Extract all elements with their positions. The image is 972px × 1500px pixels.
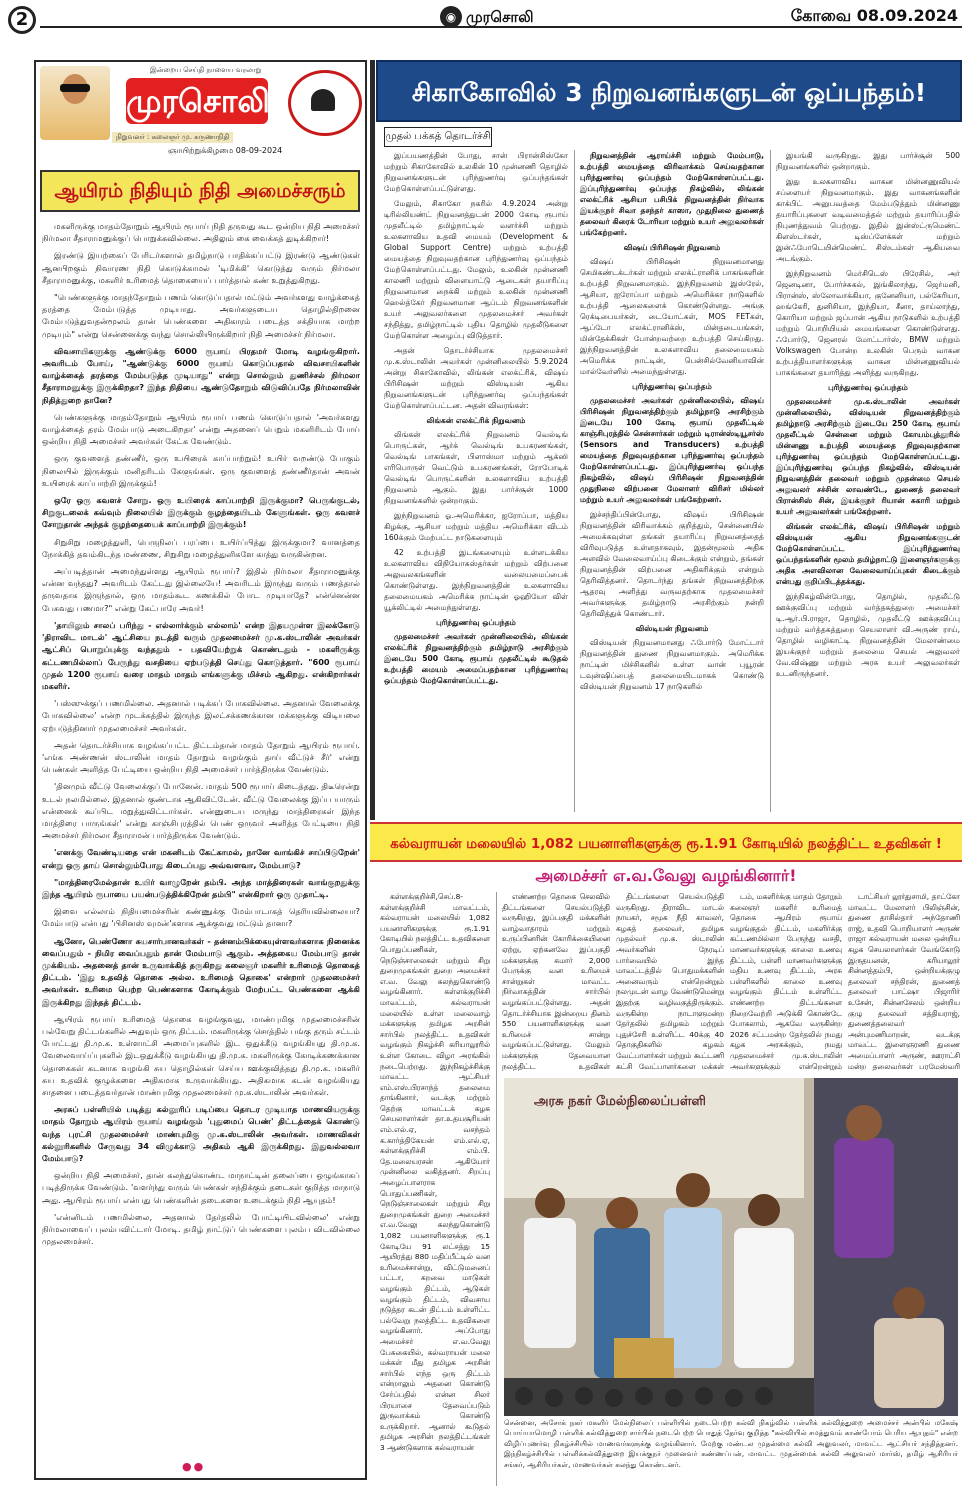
event-photo (504, 1078, 958, 1416)
subheading: புரிந்துணர்வு ஒப்பந்தம் (828, 383, 908, 392)
header-paper-name: முரசொலி (466, 8, 534, 26)
end-dots: ●● (182, 1460, 206, 1473)
second-story-column-5: டாட்சியர் லூர்துசாமி, தாட்கோ மாவட்ட மேலாளர் பிலிஞ்சின், துணை தாசில்தார் அந்தோணி ராஜ், உதவி பொறியாளர் அருண் ராஜா கல்வராயன் மலை ஒன்றிய கழக செயலாளர்கள் வேங்கோடு இருதயனன், கரியாலூர் சின்னத்தம்பி, ஒன்றியக்குழு தலைவர் சந்திரன், துணைத் தலைவர் பாட்ஷா பிஜாரிர் உசேன், சின்னசேலம் ஒன்றிய குழு தலைவர் சத்தியராஜ், துணைத்தலைவர் அன்புமணிமாறன், வடக்கு மாவட்ட இளைஞரணி துணை அமைப்பாளர் அருண், ஊராட்சி மன்ற தலைவர்கள் பரமேஸ்வரி (848, 892, 960, 1071)
paragraph: ஆயிரம் ரூபாய் உரிமைத் தொகை வழங்குவது, மாண்புமிகு முதலமைச்சரின் பல்வேறு திட்டங்களில் அதுவும் ஒரு திட்டம். மகளிருக்கு சொத்தில் பங்கு தரும் சட்டம் போட்டது தி.மு.க. உள்ளாட்சி அமைப்புகளில் இட ஒதுக்கீடு வழங்கியது தி.மு.க. வேலைவாய்ப்புகளில் இடஒதுக்கீடு வழங்கியது தி.மு.க. மகளிருக்கு கோடிக்கணக்கான தொகைகள் கடனாக வழங்கி சுய தொழில்கள் செய்ய ஊக்குவித்தது தி.மு.க. மகளிர் சுய உதவிக் குழுக்களை அதிகமாக உருவாக்கியது. அதிகமாக கடன் வழங்கியது சாதனை படைத்தவர்தான் மாண்புமிகு முதலமைச்சர் மு.க.ஸ்டாலின் அவர்கள். (42, 1013, 360, 1097)
paragraph: 'தாயிலும் சாலப் பரிந்து - எல்லார்க்கும் எல்லாம்' என்ற இதயமுள்ள இலக்கோடு 'திராவிட மாடல்' ஆட்சியை நடத்தி வரும் முதலமைச்சர் மு.க.ஸ்டாலின் அவர்கள் ஆட்சிப் பொறுப்புக்கு வந்ததும் - பதவியேற்றுக் கொண்டதும் - மகளிருக்கு கட்டணமில்லாப் பேருந்து வசதியை ஏற்படுத்தி செய்து கொடுத்தார். "600 ரூபாய் முதல் 1200 ரூபாய் வரை மாதம் மாதம் எங்களுக்கு மிச்சம் ஆகிறது. என்கிறார்கள் மகளிர். (42, 619, 360, 691)
paragraph: ஒரு குவளைத் தண்ணீர், ஒரு உயிரைக் காப்பாற்றும்! உயிர் வறண்டு போகும் நிலையில் இருக்கும் மனிதரிடம் கேளுங்கள். ஒரு குவளைத் தண்ணீர்தான் அவன் உயிரைக் காப்பாற்றி இருக்கும்! (42, 453, 360, 488)
paragraph: 'தினமும் வீட்டு வேலைக்குப் போனேன். மாதம் 500 ரூபாய் கிடைத்தது. திடீரென்று உடல் நலமில்லை. இதனால் குண்டாக ஆகிவிட்டேன். வீட்டு வேலைக்கு இப்ப யாரும் என்னைக் கூப்பிட மறுத்துவிட்டார்கள். என்னுடைய மருந்து மாத்திரைகள் இந்த மாத்திரை பாருங்கள்' என்று காஞ்சிபுரத்தில் பெண் ஒருவர் அளித்த பேட்டியை நிதி அமைச்சர் நிர்மலா சீதாராமன் பார்த்திருக்க வேண்டும். (42, 781, 360, 841)
second-story-headline: கல்வராயன் மலையில் 1,082 பயனாளிகளுக்கு ரூ.1.91 கோடியில் நலத்திட்ட உதவிகள் ! (370, 822, 962, 862)
second-story-column-1: கள்ளக்குறிச்சி,செப்.8- கள்ளக்குறிச்சி மாவட்டம், கல்வராயன் மலையில் 1,082 பயனாளிகளுக்கு ரூ.1.91 கோடியில் நலத்திட்ட உதவிகளை பொதுப்பணிகள், நெடுஞ்சாலைகள் மற்றும் சிறு துறைமுகங்கள் துறை அமைச்சர் எ.வ. வேலு கலந்துகொண்டு வழங்கினார். கள்ளக்குறிச்சி மாவட்டம், கல்வராயன் மலையில் உள்ள மலைவாழ் மக்களுக்கு தமிழக அரசின் சார்பில் நலத்திட்ட உதவிகள் வழங்கும் நிகழ்ச்சி கரியாலூரில் உள்ள கோடை விழா அரங்கில் நடைபெற்றது. இந்நிகழ்ச்சிக்கு மாவட்ட ஆட்சியர் எம்.எஸ்.பிரசாந்த் தலைமை தாங்கினார், வடக்கு மற்றும் தெற்கு மாவட்டக் கழக செயலாளர்கள் தா.உதயசூரியன் எம்.எல்.ஏ, வசந்தம் க.கார்த்திகேயன் எம்.எல்.ஏ, கள்ளக்குறிச்சி எம்.பி. தே.மலையரசன் ஆகியோர் முன்னிலை வகித்தனர். சிறப்பு அழைப்பாளராக பொதுப்பணிகள், நெடுஞ்சாலைகள் மற்றும் சிறு துறைமுகங்கள் துறை அமைச்சர் எ.வ.வேலு கலந்துகொண்டு 1,082 பயனாளிகளுக்கு ரூ.1 கோடியே 91 லட்சத்து 15 ஆயிரத்து 880 மதிப்பீட்டில் வன உரிமைச்சான்று, விட்டுமனைப் பட்டா, கறவை மாடுகள் வழங்கும் திட்டம், ஆடுகள் வழங்கும் திட்டம், விவசாய நடுத்தர கடன் திட்டம் உள்ளிட்ட பல்வேறு நலத்திட்ட உதவிகளை வழங்கினார். அப்போது அமைச்சர் எ.வ.வேலு பேசுகையில், கல்வராயன் மலை மக்கள் மீது தமிழக அரசின் சார்பில் எந்த ஒரு திட்டம் என்றாலும் அதனை கொண்டு சேர்ப்பதில் என்ன சிலர் பிரயாசை தேவைப்படும் இருவாக்கம் கொண்டு உருக்கிறார். ஆனால் கூடுதல் தமிழக அரசின் நலத்திட்டங்கள் 3 ஆண்டுகளாக கல்வராயன் (380, 892, 490, 1452)
paragraph: இயங்கி வருகிறது. இது பார்ச்சூன் 500 நிறுவனங்களில் ஒன்றாகும். (776, 151, 960, 171)
paragraph: அதன் தொடர்ச்சியாக முதலமைச்சர் மு.க.ஸ்டாலின் அவர்கள் முன்னிலையில் 5.9.2024 அன்று சிகாகோவில், லிங்கன் எலக்ட்ரிக், விஷய் பிரிசிஷன் மற்றும் விஸ்டியன் ஆகிய நிறுவனங்களுடன் புரிந்துணர்வு ஒப்பந்தங்கள் மேற்கொள்ளப்பட்டன. அதன் விவரங்கள்: (384, 346, 568, 410)
paragraph: இந்நிகழ்வின்போது, தொழில், முதலீட்டு ஊக்குவிப்பு மற்றும் வர்த்தகத்துறை அமைச்சர் டி.ஆர்.பி.ராஜா, தொழில், முதலீட்டு ஊக்குவிப்பு மற்றும் வர்த்தகத்துறை செயலாளர் வி.அருண் ராய், தொழில் வழிகாட்டி நிறுவனத்தின் மேலாண்மை இயக்குநர் மற்றும் தலைமை செயல் அலுவலர் வே.விஷ்ணு மற்றும் அரசு உயர் அலுவலர்கள் உடனிருந்தனர். (776, 592, 960, 678)
photo-caption: சென்னை, அசோக் நகர் மகளிர் மேல்நிலைப் பள்ளியில் நடைபெற்ற கல்வி நிகழ்வில் பள்ளிக் கல்வித்துறை அமைச்சர் அன்பில் மகேஷ் பொய்யாமொழி பள்ளிக் கல்வித்துறை சார்பில் நடைபெற்ற பொதுத் தேர்வு குறித்த "கல்வியில் சமத்துவம் காண்போம் பெரிய ஆயுதம்" என்ற விழிப்புணர்வு நிகழ்ச்சியில் மாணவர்களுக்கு வழங்கினார். மேற்கு மண்டல முதன்மை கல்வி அலுவலர், மாவட்ட ஆட்சியர் சந்தித்தனர். இந்நிகழ்ச்சியில் பள்ளிக்கல்வித்துறை இயக்குநர் முனைவர் கண்ணப்பன், மாவட்ட முதன்மைக் கல்வி அலுவலர் மார்ஸ், தமிழ் ஆசிரியர் சங்கர், ஆசிரியர்கள், மாணவர்கள் கலந்து கொண்டனர். (504, 1418, 958, 1469)
paragraph: விஸ்டியன் நிறுவனமானது ஃபோர்டு மோட்டார் நிறுவனத்தின் துணை நிறுவனமாகும். அமெரிக்க நாட்டின் மிச்சிகனில் உள்ள வான் புயூரன் டவுன்ஷிப்பைத் தலைமையிடமாகக் கொண்டு விஸ்டியன் நிறுவனம் 17 நாடுகளில் (580, 638, 764, 691)
paragraph: இவை எல்லாம் நிதியமைச்சரின் கண்ணுக்கு மேம்பாடாகத் தெரியவில்லையா? மேம்பாடு என்பது 'பிசினஸ் வுமன்'களாக ஆக்குவது மட்டும் தானா? (42, 906, 360, 929)
paragraph: லிங்கன் எலக்ட்ரிக், விஷய் பிரிசிஷன் மற்றும் விஸ்டியன் ஆகிய நிறுவனங்களுடன் மேற்கொள்ளப்பட்ட இப்புரிந்துணர்வு ஒப்பந்தங்களின் மூலம் தமிழ்நாட்டு இளைஞர்களுக்கு அதிக அளவிலான வேலைவாய்ப்புகள் கிடைக்கும் என்பது குறிப்பிடத்தக்கது. (776, 522, 960, 586)
subheading: லிங்கன் எலக்ட்ரிக் நிறுவனம் (426, 416, 526, 425)
paragraph: விவசாயிகளுக்கு ஆண்டுக்கு 6000 ரூபாய் பிரதமர் மோடி வழங்குகிறார். அவரிடம் போய், "ஆண்டுக்கு 6000 ரூபாய் கொடுப்பதால் விவசாயிகளின் வாழ்க்கைத் தரத்தை மேம்படுத்த முடியாது" என்று சொல்லும் துணிச்சல் நிர்மலா சீதாராமனுக்கு இருக்கிறதா? இந்த நிதியை ஆண்டுதோறும் விடுவிப்பதே நிர்மலாவின் நிதித்துறை தானே? (42, 345, 360, 405)
paragraph: ஆனோ, பெண்ணோ சுயசார்பானவர்கள் - தன்னம்பிக்கையுள்ளவர்களாக நினைக்க வைப்பதும் - நிமிர வைப்பதும் தான் மேம்பாடு ஆகும். அத்தகைய மேம்பாடு தான் முக்கியம். அதனைத் தான் உருவாக்கித் தருகிறது கலைஞர் மகளிர் உரிமைத் தொகைத் திட்டம். 'இது உதவித் தொகை அல்ல. உரிமைத் தொகை' என்றார் முதலமைச்சர் அவர்கள். உரிமை பெற்ற பெண்களாக கோடிக்கும் மேற்பட்ட பெண்களை ஆக்கி இருக்கிறது இந்தத் திட்டம். (42, 935, 360, 1007)
paragraph: அப்படித்தான் அமைந்துள்ளது ஆயிரம் ரூபாய்? இதில் நிர்மலா சீதாராமனுக்கு என்ன வந்தது? அவரிடம் கேட்டது இல்லையே! அவரிடம் இருந்து வரும் பணத்தால் தருவதாக இருந்தால், ஒரு மாதம்கூட கணக்கில் போட முடியாதே? என்னென்ன பேசுவது பணமா?" என்று கேட்பாரே அவர்! (42, 566, 360, 613)
paragraph: நிறுவனத்தின் ஆராய்ச்சி மற்றும் மேம்பாடு, உற்பத்தி மையத்தை விரிவாக்கம் செய்வதற்கான புரிந்துணர்வு ஒப்பந்தம் மேற்கொள்ளப்பட்டது. இப்புரிந்துணர்வு ஒப்பந்த நிகழ்வில், லிங்கன் எலக்ட்ரிக் ஆசியா பசிபிக் நிறுவனத்தின் நிர்வாக இயக்குநர் சிவா தசந்தர் காஸா, முதுநிலை துணைத் தலைவர் கிரைக் டோரியா மற்றும் உயர் அலுவலர்கள் பங்கேற்றனர். (580, 151, 764, 237)
column-divider (370, 60, 375, 820)
paragraph: லிங்கன் எலக்ட்ரிக் நிறுவனம் வெல்டிங் பொருட்கள், ஆர்க் வெல்டிங் உபகரணங்கள், வெல்டிங் பாகங்கள், பிளாஸ்மா மற்றும் ஆக்ஸி எரிபொருள் வெட்டும் உபகரணங்கள், ரோபோடிக் வெல்டிங் பொருட்களின் உலகளாவிய உற்பத்தி நிறுவனம் ஆகும். இது பார்ச்சூன் 1000 நிறுவனங்களில் ஒன்றாகும். (384, 430, 568, 505)
paragraph: இது உலகளாவிய வாகன மின்னணுவியல் சப்ளையர் நிறுவனமாகும். இது வாகனங்களின் காக்பிட் அனுபவத்தை மேம்படுத்தும் மின்னணு தயாரிப்புகளை வடிவமைத்தல் மற்றும் தயாரிப்பதில் நிபுணத்துவம் பெற்றது. இதில் இன்ஸ்ட்ருமெண்ட் கிளஸ்டர்கள், டிஸ்ப்ளேக்கள் மற்றும் இன்ஃபோடெயின்மெண்ட் சிஸ்டம்கள் ஆகியவை அடங்கும். (776, 177, 960, 263)
paragraph: 42 உற்பத்தி இடங்களையும் உள்ளடக்கிய உலகளாவிய விநியோகஸ்தர்கள் மற்றும் விற்பனை அலுவலகங்களின் வலையமைப்பைக் கொண்டுள்ளது. இந்நிறுவனத்தின் உலகளாவிய தலைமையகம் அமெரிக்க நாட்டின் ஓஹியோ விள் யூக்லிட்டில் அமைந்துள்ளது. (384, 548, 568, 612)
paragraph: "மாத்திரைமேல்தான் உயிர் வாழுறேன் தம்பி. அந்த மாத்திரைகள் வாங்குறதுக்கு இந்த ஆயிரம் ரூபாயை பயன்படுத்திக்கிறேன் தம்பி" என்கிறார் ஒரு முதாட்டி. (42, 876, 360, 899)
page-number: 2 (8, 6, 36, 34)
edition-date: கோவை 08.09.2024 (790, 6, 958, 25)
masthead-title: முரசொலி (126, 78, 268, 124)
paragraph: ஒன்றிய நிதி அமைச்சர், தான் கலந்துகொண்ட மாநாட்டின் தலைப்பை ஒழுங்காகப் படித்திருக்க வேண்டும். 'வளர்ந்து வரும் பெண்கள் சந்திக்கும் தடைகள் குறித்த மாநாடு அது. ஆயிரம் ரூபாய் என்பது பெண்களின் தடைகளை உடைக்கும் நிதி ஆயுதம்! (42, 1170, 360, 1205)
second-story-subhead: அமைச்சர் எ.வ.வேலு வழங்கினார்! (535, 866, 797, 885)
masthead-logo-icon: ◉ (440, 6, 462, 28)
paragraph: முதலமைச்சர் அவர்கள் முன்னிலையில், லிங்கன் எலக்ட்ரிக் நிறுவனத்திற்கும் தமிழ்நாடு அரசிற்கும் இடையே 500 கோடி ரூபாய் முதலீட்டில் கூடுதல் உற்பத்தி மையம் அமைப்பதற்கான புரிந்துணர்வு ஒப்பந்தம் மேற்கொள்ளப்பட்டது. (384, 632, 568, 685)
second-story-column-3: திட்டங்களை செயல்படுத்தி வருகிறது. திராவிட மாடல் நாயகர், சமூக நீதி காவலர், கழகத் தலைவர், தமிழக முதல்வர் மு.க. ஸ்டாலின் அவர்களின் நேரடிப் பார்வையில் இந்த மாவட்டத்தில் பொதுமக்களின் அனைவரும் என்றென்றும் நலமுடன் வாழ வேண்டுமென்று இதற்கு வழிவகுத்திருக்கும். வருகின்ற நாடாளுமன்ற தேர்தலில் தமிழகம் மற்றும் புதுச்சேரி உள்ளிட்ட 40க்கு 40 தொகுதிகளில் கழகம் வேட்பாளர்கள் மற்றும் கூட்டணி கட்சி வேட்பாளர்களை மக்கள் (616, 892, 724, 1071)
paragraph: 'பஸ்ஸுக்குப் பணமில்லை. அதனால் படிக்கப் போகவில்லை. அதனால் வேலைக்கு போகவில்லை' என்ற முடக்கத்தில் இருந்த இலட்சக்கணக்கான மக்களுக்கு விடியலை ஏற்படுத்தினார் முதலமைச்சர் அவர்கள். (42, 698, 360, 733)
paragraph: 'எனக்கு வேண்டியதை என் மகனிடம் கேட்காமல், நானே வாங்கிச் சாப்பிடுறேன்' என்று ஒரு தாய் சொல்லும்போது கிடைப்பது அவ்வளவா, மேம்பாடு? (42, 847, 360, 870)
issue-date: ஞாயிற்றுக்கிழமை 08-09-2024 (168, 146, 283, 155)
paragraph: முதலமைச்சர் அவர்கள் முன்னிலையில், விஷய் பிரிசிஷன் நிறுவனத்திற்கும் தமிழ்நாடு அரசிற்கும் இடையே 100 கோடி ரூபாய் முதலீட்டில் காஞ்சிபுரத்தில் சென்சார்கள் மற்றும் டிரான்ஸ்டியூசர்ஸ் (Sensors and Transducers) உற்பத்தி மையத்தை நிறுவுவதற்கான புரிந்துணர்வு ஒப்பந்தம் மேற்கொள்ளப்பட்டது. இப்புரிந்துணர்வு ஒப்பந்த நிகழ்வில், விஷய் பிரிசிஷன் நிறுவனத்தின் முதுநிலை விற்பனை மேலாளர் விரிசர் மில்லர் மற்றும் உயர் அலுவலர்கள் பங்கேற்றனர். (580, 396, 764, 504)
top-story-headline: சிகாகோவில் 3 நிறுவனங்களுடன் ஒப்பந்தம்! (376, 60, 962, 122)
top-story-column-2 (580, 150, 764, 815)
paragraph: ஒரே ஒரு கவளச் சோறு. ஒரு உயிரைக் காப்பாற்றி இருக்குமா? பெருங்குடல், சிறுகுடலைக் கவ்வும் நிலையில் இருக்கும் குழந்தையிடம் கேளுங்கள். ஒரு கவளச் சோறுதான் அந்தக் குழந்தையைக் காப்பாற்றி இருக்கும்! (42, 495, 360, 530)
column-rule (770, 150, 771, 812)
column-rule (496, 892, 497, 1486)
photo-banner-text: அரசு நகர் மேல்நிலைப்பள்ளி (534, 1094, 706, 1109)
subheading: புரிந்துணர்வு ஒப்பந்தம் (632, 382, 712, 391)
editorial-title: ஆயிரம் நிதியும் நிதி அமைச்சரும் (40, 170, 360, 212)
editorial-body (42, 220, 360, 1456)
paragraph: அதன் தொடர்ச்சியாக வழங்கப்பட்ட திட்டம்தான் மாதம் தோறும் ஆயிரம் ரூபாய். 'எங்க அண்ணன் ஸ்டாலின் மாதம் தோறும் வழங்கும் தாய் வீட்டுச் சீர்' என்று பெண்கள் அளித்த பேட்டியை ஒன்றிய நிதி அமைச்சர் பார்த்திருக்க வேண்டும். (42, 739, 360, 775)
masthead-founder: நிறுவனர் : கலைஞர் மு. கருணாநிதி (112, 132, 233, 143)
paragraph: மகளிருக்கு மாதம்தோறும் ஆயிரம் ரூபாய் நிதி தருவது கூட ஒன்றிய நிதி அமைச்சர் நிர்மலா சீதாராமனுக்குப் பொறுக்கவில்லை. அதிலும் கை வைக்கத் துடிக்கிறார்! (42, 221, 360, 244)
paragraph: இப்பயணத்தின் போது, சான் பிரான்சிஸ்கோ மற்றும் சிகாகோவில் உலகின் 10 முன்னணி தொழில் நிறுவனங்களுடன் புரிந்துணர்வு ஒப்பந்தங்கள் மேற்கொள்ளப்பட்டுள்ளது. (384, 151, 568, 193)
paragraph: இரண்டு இயற்கைப் பேரிடர்களால் தமிழ்நாடு பாதிக்கப்பட்டு இரண்டு ஆண்டுகள் ஆனபிறகும் நிவாரண நிதி கொடுக்காமல் 'டிமிக்கி' கொடுத்து வரும் நிர்மலா சீதாராமனுக்கு, மகளிர் உரிமைத் தொகையைப் பார்த்தால் கண் உறுத்துகிறது. (42, 250, 360, 285)
paragraph: சிறுசிறு மழைத்துளி, பெருநிலப் பரப்பை உயிர்ப்பித்து இருக்குமா? வானத்தை நோக்கித் தவம்கிடந்த மண்ணை, சிறுசிறு மழைத்துளிகளே காத்து வருகின்றன. (42, 536, 360, 559)
paragraph: இந்நிறுவனம் ஓ.அமெரிக்கா, ஐரோப்பா, மத்திய கிழக்கு, ஆசியா மற்றும் மத்திய அமெரிக்கா விடம் 160க்கும் மேற்பட்ட நாடுகளையும் (384, 511, 568, 542)
top-story-column-3 (776, 150, 960, 815)
paragraph: முதலமைச்சர் மு.க.ஸ்டாலின் அவர்கள் முன்னிலையில், விஸ்டியன் நிறுவனத்திற்கும் தமிழ்நாடு அரசிற்கும் இடையே 250 கோடி ரூபாய் முதலீட்டில் சென்னை மற்றும் கோயம்புத்தூரில் மின்னணு உற்பத்தி மையத்தை நிறுவுவதற்கான புரிந்துணர்வு ஒப்பந்தம் மேற்கொள்ளப்பட்டது. இப்புரிந்துணர்வு ஒப்பந்த நிகழ்வில், விஸ்டியன் நிறுவனத்தின் தலைவர் மற்றும் முதன்மை செயல் அலுவலர் சச்சின் லாவண்டே, துணைத் தலைவர் பிரான்சிஸ் சின், இயக்குநர் ரியான் சுகாரி மற்றும் உயர் அலுவலர்கள் பங்கேற்றனர். (776, 397, 960, 516)
subheading: விஸ்டியன் நிறுவனம் (635, 624, 709, 633)
continuation-label: முதல் பக்கத் தொடர்ச்சி (384, 127, 492, 147)
paragraph: 'என்னிடம் பணமில்லை, அதனால் தேர்தலில் போட்டியிடவில்லை' என்று நிர்மலாவைப் புலம்பவிட்டார் மோடி. தமிழ் நாட்டுப் பெண்களை புலம்ப விடவில்லை முதலமைச்சர். (42, 1211, 360, 1247)
paragraph: விஷய் பிரிசிஷன் நிறுவனமானது செமிகண்டக்டர்கள் மற்றும் எலக்ட்ரானிக் பாகங்களின் உற்பத்தி நிறுவனமாகும். இந்நிறுவனம் இஸ்ரேல், ஆசியா, ஐரோப்பா மற்றும் அமெரிக்கா நாடுகளில் உற்பத்தி ஆலைகளைக் கொண்டுள்ளது. அங்கு ரெக்டிபையர்கள், டையோட்கள், MOS FETகள், ஆப்டோ எலக்ட்ரானிக்ஸ், மின்தடையங்கள், மின்தேக்கிகள் போன்றவற்றை உற்பத்தி செய்கிறது. இந்நிறுவனத்தின் உலகளாவிய தலைமையகம் அமெரிக்க நாட்டின், பென்சில்வேனியாவின் மால்வேர்னில் அமைந்துள்ளது. (580, 257, 764, 376)
second-story-column-4: டம், மகளிர்க்கு மாதம் தோறும் கலைஞர் மகளிர் உரிமைத் தொகை ஆயிரம் ரூபாய் வழங்குதல் திட்டம், மகளிர்க்கு கட்டணமில்லா பேருந்து வசதி, மாணவர்களுக்கு காலை உணவு திட்டம், பள்ளி மாணவர்களுக்கு மதிய உணவு திட்டம், அரசு பள்ளிகளில் காலை உணவு வழங்கும் திட்டம் உள்ளிட்ட எண்ணற்ற திட்டங்களை நிறைவேற்றி அடுக்கி கொண்டே போகலாம், ஆகவே வருகின்ற 2026 சட்டமன்ற தேர்தலில் நமது கழக அரசுக்கும், நமது முதலமைச்சர் மு.க.ஸ்டாலின் அவர்களுக்கும் என்றென்றும் (730, 892, 842, 1071)
paragraph: இச்சந்திப்பின்போது, விஷய் பிரிசிஷன் நிறுவனத்தின் விரிவாக்கம் குறித்தும், சென்னையில் அமைக்கவுள்ள தங்கள் தயாரிப்பு நிறுவனத்தைத் விரிவுபடுத்த உள்ளதாகவும், இதன்மூலம் அதிக அளவில் வேலைவாய்ப்பு கிடைக்கும் என்றும், தங்கள் நிறுவனத்தின் விற்பனை அதிகரிக்கும் என்றும் தெரிவித்தனர். தொடர்ந்து தங்கள் நிறுவனத்திற்கு ஆதரவு அளித்து வருவதற்காக முதலமைச்சர் அவர்களுக்கு தமிழ்நாடு அரசிற்கும் நன்றி தெரிவித்துக் கொண்டார். (580, 510, 764, 618)
event-photo-illustration (504, 1078, 958, 1416)
party-emblem-icon (288, 70, 362, 136)
founder-portrait (40, 66, 110, 140)
column-rule (574, 150, 575, 812)
masthead-tagline: இன்றைய செய்தி நாளைய வரலாறு (150, 66, 262, 74)
paragraph: இந்நிறுவனம் மெர்சிடெஸ் பிரேசில், அர் ஜெனடினா, போர்ச்சுகல், இங்கிலாந்து, ஜெர்மனி, பிரான்ஸ், ஸ்லோவாக்கியா, குனேனியா, பல்கேரியா, ஹங்கேரி, துனிசியா, இந்தியா, சீனா, தாய்லாந்து, கொரியா மற்றும் ஜப்பான் ஆகிய நாடுகளில் உற்பத்தி மற்றும் பொறியியல் மையங்களை கொண்டுள்ளது. ஃபோர்டு, ஜெனரல் மோட்டார்ஸ், BMW மற்றும் Volkswagen போன்ற உலகின் பெரும் வாகன உற்பத்தியாளர்களுக்கு வாகன மின்னணுவியல் பாகங்களை தயாரித்து அளித்து வருகிறது. (776, 269, 960, 377)
subheading: விஷய் பிரிசிஷன் நிறுவனம் (623, 243, 721, 252)
paragraph: மேலும், சிகாகோ நகரில் 4.9.2024 அன்று டிரில்லியண்ட் நிறுவனத்துடன் 2000 கோடி ரூபாய் முதலீட்டில் தமிழ்நாட்டில் வளர்ச்சி மற்றும் உலகளாவிய உதவி மையம் (Development & Global Support Centre) மற்றும் உற்பத்தி மையத்தை நிறுவுவதற்கான புரிந்துணர்வு ஒப்பந்தம் மேற்கொள்ளப்பட்டது. மேலும், உலகின் முன்னணி காலணி மற்றும் விளையாட்டு ஆடைகள் தயாரிப்பு நிறுவனமான நைக்கி மற்றும் உலகின் முன்னணி ஹெல்த்கேர் நிறுவனமான ஆப்டம் நிறுவனங்களின் உயர் அலுவலர்களை முதலமைச்சர் அவர்கள் சந்தித்து, தமிழ்நாட்டில் புதிய தொழில் முதலீடுகளை மேற்கொள்ள அழைப்பு விடுத்தார். (384, 199, 568, 340)
paragraph: அரசுப் பள்ளியில் படித்து கல்லூரிப் படிப்பை தொடர முடியாத மாணவியருக்கு மாதம் தோறும் ஆயிரம் ரூபாய் வழங்கும் 'புதுமைப் பெண்' திட்டத்தைக் கொண்டு வந்த புரட்சி முதலமைச்சர் மாண்புமிகு மு.க.ஸ்டாலின் அவர்கள். மாணவிகள் கல்லூரிகளில் சேருவது 34 விழுக்காடு அதிகம் ஆகி இருக்கிறது. இதுவல்லவா மேம்பாடு? (42, 1104, 360, 1164)
second-story-column-2: எண்ணற்ற தொகை செலவில் திட்டங்களை செயல்படுத்தி வருகிறது, இப்பகுதி மக்களின் வாழ்வாதாரம் மற்றும் உருப்பினரின் கோரிக்கையினை ஏற்று, ஏற்கனவே இப்பகுதி மக்களுக்கு சுமார் 2,000 பேருக்கு வன உரிமைச் சான்றுகள் மாவட்ட நிர்வாகத்தின் சார்பில் வழங்கப்பட்டுள்ளது. அதன் தொடர்ச்சியாக இன்றைய தினம் 550 பயனாளிகளுக்கு வன உரிமைச் சான்று வழங்கப்பட்டுள்ளது. மேலும் மக்களுக்கு தேவையான நலத்திட்ட உதவிகள் (502, 892, 610, 1071)
subheading: புரிந்துணர்வு ஒப்பந்தம் (436, 618, 516, 627)
paragraph: "பெண்களுக்கு மாதந்தோறும் பணம் கொடுப்பதால் மட்டும் அவர்களது வாழ்க்கைத் தரத்தை மேம்படுத்த முடியாது. அவர்களுடைய தொழில்திறனை மேம்படுத்துவதன்மூலம் தான் பெண்களை அதிகாரம் படைத்த சக்தியாக மாற்ற முடியும்" என்று சென்னைக்கு வந்து சொல்லியிருக்கிறார் நிதி அமைச்சர் நிர்மலா. (42, 292, 360, 339)
paragraph: பெண்களுக்கு மாதம்தோறும் ஆயிரம் ரூபாய் பணம் கொடுப்பதால் 'அவர்களது வாழ்க்கைத் தரம் மேம்பாடு அடைகிறதா' என்று அதனைப் பெறும் மகளிரிடம் போய் ஒன்றிய நிதி அமைச்சர் அவர்கள் கேட்க வேண்டும். (42, 411, 360, 447)
top-story-column-1 (384, 150, 568, 815)
